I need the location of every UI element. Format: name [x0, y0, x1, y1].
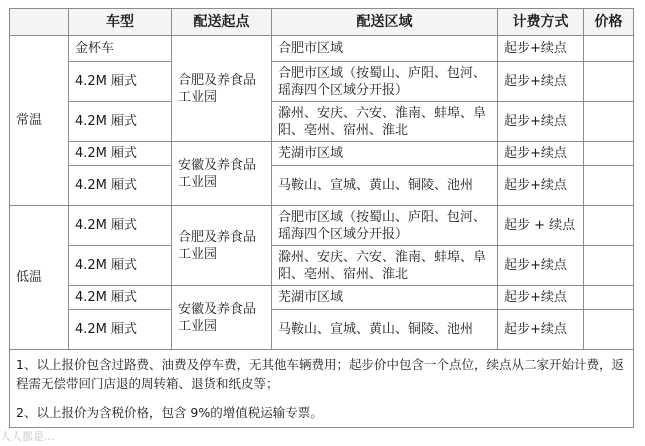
area-cell: 滁州、安庆、六安、淮南、蚌埠、阜阳、亳州、宿州、淮北: [272, 246, 498, 286]
table-row: [10, 310, 634, 350]
table-row: [10, 286, 634, 310]
price-cell: [584, 246, 634, 286]
rate-sheet: [9, 8, 633, 440]
vehicle-cell: 4.2M 厢式: [69, 62, 172, 102]
temp-normal: 常温: [10, 36, 69, 206]
price-cell: [584, 310, 634, 350]
area-cell: 合肥市区域（按蜀山、庐阳、包河、瑶海四个区域分开报）: [272, 62, 498, 102]
note-1: 1、以上报价包含过路费、油费及停车费，无其他车辆费用；起步价中包含一个点位，续点从二家开始计费，返程需无偿带回门店退的周转箱、退货和纸皮等；: [16, 357, 624, 391]
origin-cell: 安徽及养食品工业园: [172, 142, 272, 206]
billing-cell: 起步+续点: [498, 310, 584, 350]
header-row: [10, 9, 634, 36]
table-row: [10, 142, 634, 166]
table-row: [10, 36, 634, 62]
billing-cell: 起步+续点: [498, 142, 584, 166]
table-row: [10, 246, 634, 286]
table-row: [10, 62, 634, 102]
vehicle-cell: 4.2M 厢式: [69, 142, 172, 166]
billing-cell: 起步+续点: [498, 36, 584, 62]
price-cell: [584, 166, 634, 206]
billing-cell: 起步 + 续点: [498, 206, 584, 246]
note-2: 2、以上报价为含税价格，包含 9%的增值税运输专票。: [16, 405, 323, 420]
vehicle-cell: 4.2M 厢式: [69, 206, 172, 246]
table-row: [10, 206, 634, 246]
vehicle-cell: 4.2M 厢式: [69, 286, 172, 310]
vehicle-cell: 4.2M 厢式: [69, 310, 172, 350]
header-price: 价格: [584, 9, 634, 36]
notes-row: [10, 350, 634, 428]
price-cell: [584, 102, 634, 142]
watermark: 人人都是...: [0, 430, 55, 443]
origin-cell: 合肥及养食品工业园: [172, 36, 272, 142]
table-row: [10, 166, 634, 206]
area-cell: 芜湖市区域: [272, 286, 498, 310]
price-cell: [584, 286, 634, 310]
header-billing: 计费方式: [498, 9, 584, 36]
notes-cell: [10, 350, 634, 428]
area-cell: 合肥市区域: [272, 36, 498, 62]
vehicle-cell: 4.2M 厢式: [69, 166, 172, 206]
area-cell: 芜湖市区域: [272, 142, 498, 166]
header-temp: [10, 9, 69, 36]
billing-cell: 起步+续点: [498, 62, 584, 102]
price-cell: [584, 62, 634, 102]
origin-cell: 合肥及养食品工业园: [172, 206, 272, 286]
vehicle-cell: 4.2M 厢式: [69, 102, 172, 142]
billing-cell: 起步+续点: [498, 166, 584, 206]
header-origin: 配送起点: [172, 9, 272, 36]
pricing-table: [9, 8, 634, 428]
header-vehicle: 车型: [69, 9, 172, 36]
billing-cell: 起步+续点: [498, 102, 584, 142]
price-cell: [584, 36, 634, 62]
area-cell: 马鞍山、宣城、黄山、铜陵、池州: [272, 310, 498, 350]
temp-low: 低温: [10, 206, 69, 350]
header-area: 配送区域: [272, 9, 498, 36]
vehicle-cell: 金杯车: [69, 36, 172, 62]
area-cell: 滁州、安庆、六安、淮南、蚌埠、阜阳、亳州、宿州、淮北: [272, 102, 498, 142]
price-cell: [584, 206, 634, 246]
vehicle-cell: 4.2M 厢式: [69, 246, 172, 286]
price-cell: [584, 142, 634, 166]
table-row: [10, 102, 634, 142]
billing-cell: 起步+续点: [498, 246, 584, 286]
billing-cell: 起步+续点: [498, 286, 584, 310]
area-cell: 马鞍山、宣城、黄山、铜陵、池州: [272, 166, 498, 206]
area-cell: 合肥市区域（按蜀山、庐阳、包河、瑶海四个区域分开报）: [272, 206, 498, 246]
origin-cell: 安徽及养食品工业园: [172, 286, 272, 350]
